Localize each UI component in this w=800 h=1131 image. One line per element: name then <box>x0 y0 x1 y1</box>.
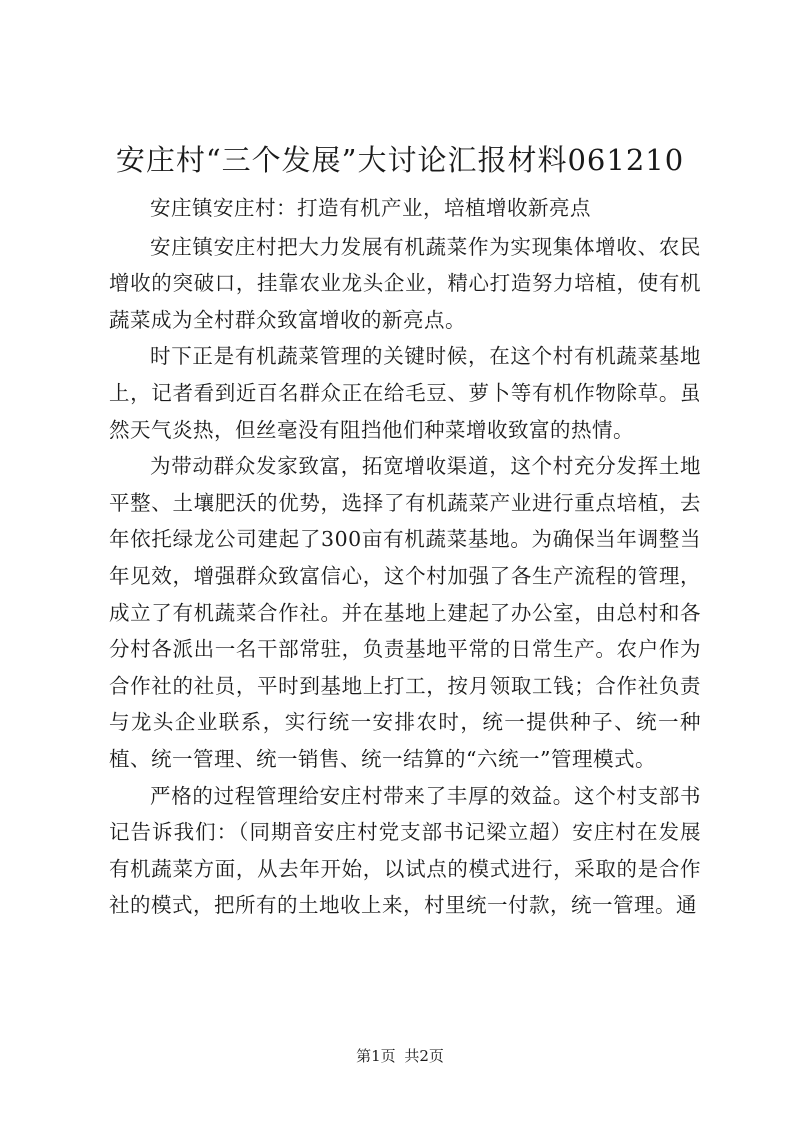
paragraph-intro: 安庄镇安庄村把大力发展有机蔬菜作为实现集体增收、农民增收的突破口，挂靠农业龙头企业，精心打造努力培植，使有机蔬菜成为全村群众致富增收的新亮点。 <box>109 234 701 332</box>
page-footer <box>0 1046 800 1066</box>
page-total: 共2页 <box>404 1047 444 1065</box>
document-title: 安庄村“三个发展”大讨论汇报材料061210 <box>115 143 685 177</box>
document-body <box>109 190 701 924</box>
page-number: 第1页 <box>356 1047 396 1065</box>
paragraph-benefits: 严格的过程管理给安庄村带来了丰厚的效益。这个村支部书记告诉我们：（同期音安庄村党支部书记梁立超）安庄村在发展有机蔬菜方面，从去年开始，以试点的模式进行，采取的是合作社的模式，把所有的土地收上来，村里统一付款，统一管理。通 <box>109 783 701 918</box>
paragraph-field-scene: 时下正是有机蔬菜管理的关键时候，在这个村有机蔬菜基地上，记者看到近百名群众正在给毛豆、萝卜等有机作物除草。虽然天气炎热，但丝毫没有阻挡他们种菜增收致富的热情。 <box>109 344 701 442</box>
paragraph-subtitle: 安庄镇安庄村：打造有机产业，培植增收新亮点 <box>150 196 591 220</box>
paragraph-cooperative: 为带动群众发家致富，拓宽增收渠道，这个村充分发挥土地平整、土壤肥沃的优势，选择了有机蔬菜产业进行重点培植，去年依托绿龙公司建起了300亩有机蔬菜基地。为确保当年调整当年见效，增强群众致富信心，这个村加强了各生产流程的管理，成立了有机蔬菜合作社。并在基地上建起了办公室，由总村和各分村各派出一名干部常驻，负责基地平常的日常生产。农户作为合作社的社员，平时到基地上打工，按月领取工钱；合作社负责与龙头企业联系，实行统一安排农时，统一提供种子、统一种植、统一管理、统一销售、统一结算的“六统一”管理模式。 <box>109 454 701 771</box>
